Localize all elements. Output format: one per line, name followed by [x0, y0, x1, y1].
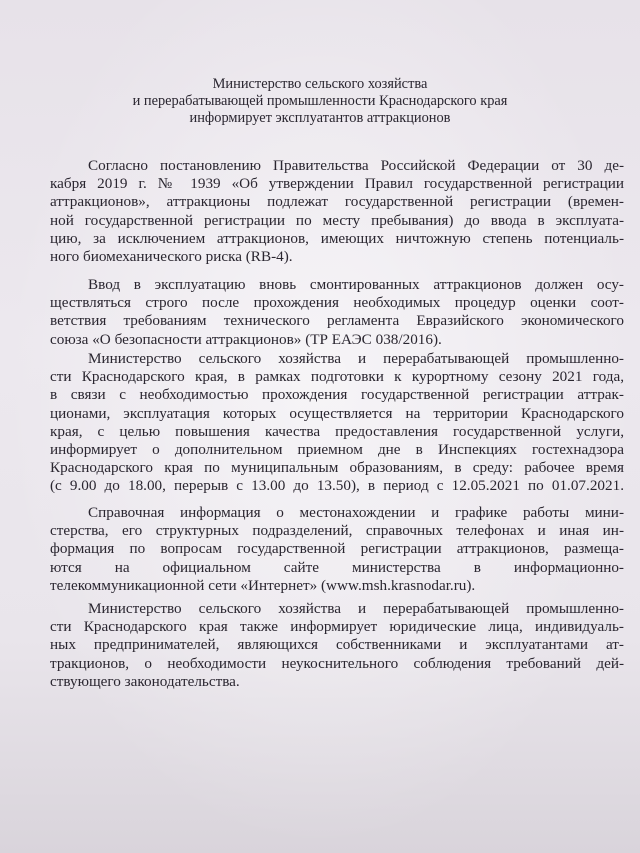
text-line: формация по вопросам государственной регистрации аттракционов, размеща-: [50, 540, 624, 558]
text-line: Краснодарского края по муниципальным образованиям, в среду: рабочее время: [50, 459, 624, 477]
text-line: Ввод в эксплуатацию вновь смонтированных аттракционов должен осу-: [88, 276, 624, 293]
text-line: сти Краснодарского края также информирует юридические лица, индивидуаль-: [50, 618, 624, 636]
text-line: Министерство сельского хозяйства и перерабатывающей промышленно-: [88, 350, 624, 367]
text-line: тракционов, о необходимости неукоснительного соблюдения требований дей-: [50, 654, 624, 672]
text-line: союза «О безопасности аттракционов» (ТР ЕАЭС 038/2016).: [50, 330, 442, 348]
paragraph-compliance-notice: [50, 600, 624, 691]
text-line: края, с целью повышения качества предоставления государственной услуги,: [50, 422, 624, 440]
text-line: Справочная информация о местонахождении и графике работы мини-: [88, 504, 624, 521]
text-line: (с 9.00 до 18.00, перерыв с 13.00 до 13.50), в период с 12.05.2021 по 01.07.2021.: [50, 477, 624, 495]
text-line: ются на официальном сайте министерства в информационно-: [50, 558, 624, 576]
text-line: стерства, его структурных подразделений, справочных телефонах и иная ин-: [50, 522, 624, 540]
paragraph-additional-reception-day: [50, 350, 624, 496]
text-line: ционами, эксплуатация которых осуществляется на территории Краснодарского: [50, 404, 624, 422]
text-line: ществляться строго после прохождения необходимых процедур оценки соот-: [50, 294, 624, 312]
text-line: ствующего законодательства.: [50, 672, 240, 690]
paragraph-commissioning: [50, 276, 624, 349]
text-line: в связи с необходимостью прохождения государственной регистрации аттрак-: [50, 386, 624, 404]
text-line: Согласно постановлению Правительства Российской Федерации от 30 де-: [88, 157, 624, 174]
text-line: кабря 2019 г. № 1939 «Об утверждении Правил государственной регистрации: [50, 175, 624, 193]
paragraph-reference-information: [50, 504, 624, 595]
header-line-2: и перерабатывающей промышленности Краснодарского края: [132, 93, 508, 109]
document-header: [40, 76, 600, 127]
text-line: цию, за исключением аттракционов, имеющих ничтожную степень потенциаль-: [50, 229, 624, 247]
header-line-3: информирует эксплуатантов аттракционов: [189, 110, 451, 126]
text-line: аттракционов», аттракционы подлежат государственной регистрации (времен-: [50, 193, 624, 211]
text-line: информирует о дополнительном приемном дне в Инспекциях гостехнадзора: [50, 440, 624, 458]
text-line: ных предпринимателей, являющихся собственниками и эксплуатантами ат-: [50, 636, 624, 654]
text-line: ветствия требованиям технического регламента Евразийского экономического: [50, 312, 624, 330]
text-line: ной государственной регистрации по месту пребывания) до ввода в эксплуата-: [50, 211, 624, 229]
header-line-1: Министерство сельского хозяйства: [212, 76, 428, 92]
paragraph-registration-requirement: [50, 157, 624, 266]
text-line: Министерство сельского хозяйства и перерабатывающей промышленно-: [88, 600, 624, 617]
text-line: сти Краснодарского края, в рамках подготовки к курортному сезону 2021 года,: [50, 368, 624, 386]
text-line: телекоммуникационной сети «Интернет» (www.msh.krasnodar.ru).: [50, 576, 476, 594]
text-line: ного биомеханического риска (RB-4).: [50, 247, 293, 265]
